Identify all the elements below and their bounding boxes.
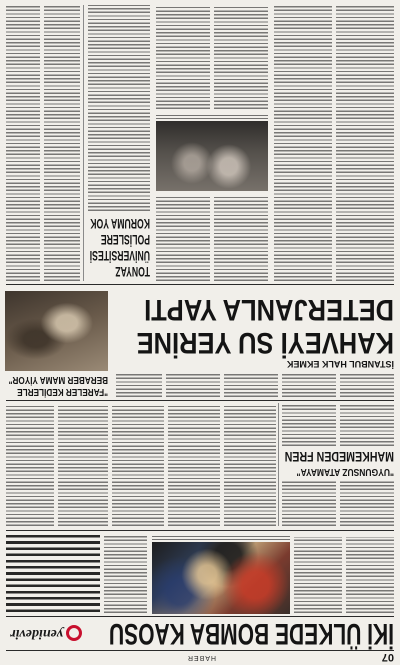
photo-caption — [156, 113, 268, 119]
coffee-headline-line1: KAHVEYİ SU YERİNE — [136, 326, 394, 359]
body-text-column — [224, 373, 278, 397]
body-text-column — [6, 5, 40, 281]
cats-headline-line1: "FARELER KEDİLERLE — [17, 386, 108, 398]
court-headline-line2: MAHKEMEDEN FREN — [284, 449, 394, 465]
newspaper-logo — [10, 623, 82, 643]
section-label: HABER — [186, 654, 216, 661]
body-text-column — [116, 373, 162, 397]
body-text-column — [214, 195, 268, 281]
police-headline-line: POLİSLERE — [100, 232, 150, 248]
body-text-column — [166, 373, 220, 397]
body-text-column — [104, 535, 147, 613]
column-divider — [278, 403, 279, 526]
body-text-column — [88, 5, 150, 211]
court-headline-line1: "UYGUNSUZ ATAMAYA" — [296, 466, 394, 477]
body-text-column — [282, 480, 336, 526]
section-rule — [6, 530, 394, 531]
circle-logo-mark-icon — [66, 625, 82, 641]
police-headline-line: TONYAZ — [115, 264, 150, 280]
body-text-column — [294, 537, 342, 613]
body-text-column — [58, 404, 108, 526]
body-text-column — [340, 404, 394, 446]
body-text-column — [282, 373, 336, 397]
section-rule — [6, 284, 394, 285]
coffee-headline-line2: DETERJANLA YAPTI — [144, 293, 394, 326]
body-text-column — [224, 404, 276, 526]
body-text-column — [156, 5, 210, 109]
police-headline-line: KORUMA YOK — [90, 216, 150, 232]
police-headline-line: ÜNİVERSİTESİ — [89, 248, 150, 264]
section-rule — [6, 616, 394, 617]
body-text-column — [112, 404, 164, 526]
people-photo — [156, 121, 268, 191]
lead-paragraph — [6, 534, 100, 612]
body-text-column — [282, 404, 336, 446]
photo-caption — [152, 534, 290, 540]
body-text-column — [336, 5, 394, 281]
header-rule — [6, 650, 394, 651]
body-text-column — [214, 5, 268, 109]
body-text-column — [346, 537, 394, 613]
body-text-column — [274, 5, 332, 281]
body-text-column — [6, 404, 54, 526]
column-divider — [83, 5, 84, 281]
body-text-column — [340, 373, 394, 397]
body-text-column — [156, 195, 210, 281]
coffee-kicker: İSTANBUL HALK EKMEK — [286, 359, 394, 369]
cats-photo — [5, 291, 108, 371]
section-rule — [6, 400, 394, 401]
body-text-column — [340, 480, 394, 526]
bomb-headline: İKİ ÜLKEDE BOMBA KAOSU — [108, 617, 394, 650]
body-text-column — [168, 404, 220, 526]
cats-headline-line2: BERABER MAMA YİYOR" — [8, 374, 108, 386]
logo-text: yenidevir — [10, 626, 63, 641]
bomb-scene-photo — [152, 542, 290, 614]
page-number: 07 — [381, 651, 394, 663]
body-text-column — [44, 5, 80, 281]
